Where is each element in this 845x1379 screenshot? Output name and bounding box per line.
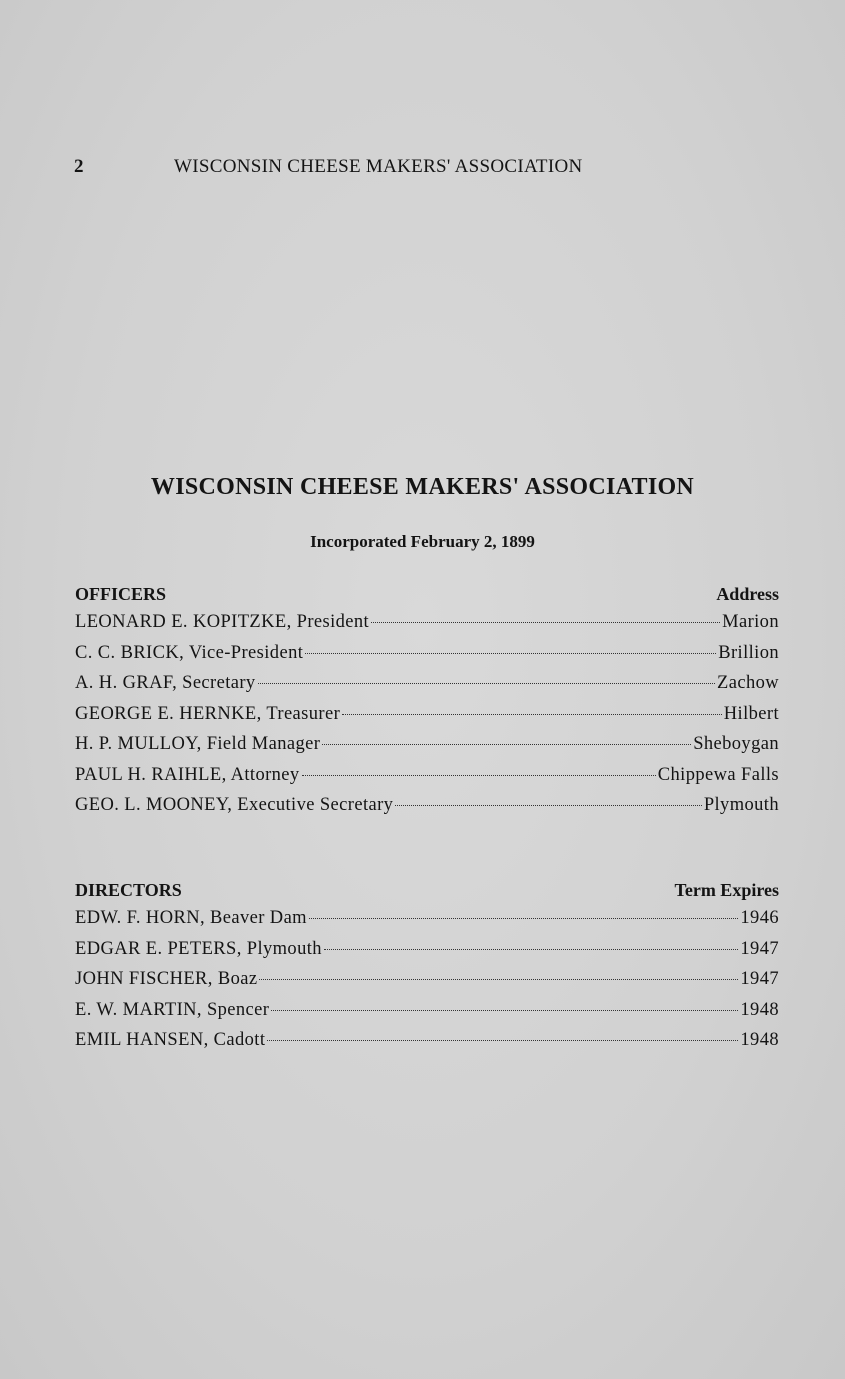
directors-header — [75, 880, 779, 908]
director-row — [75, 1000, 779, 1031]
dot-leader — [305, 653, 716, 654]
dot-leader — [267, 1040, 738, 1041]
officer-name: GEO. L. MOONEY, Executive Secretary — [75, 795, 394, 815]
officer-name: H. P. MULLOY, Field Manager — [75, 734, 321, 754]
dot-leader — [309, 918, 738, 919]
page-title: WISCONSIN CHEESE MAKERS' ASSOCIATION — [150, 474, 695, 500]
incorporation-line: Incorporated February 2, 1899 — [310, 532, 535, 551]
officer-row — [75, 734, 779, 765]
officers-list — [75, 612, 779, 826]
officer-row — [75, 612, 779, 643]
officer-name: LEONARD E. KOPITZKE, President — [75, 612, 370, 632]
officer-address: Zachow — [717, 673, 779, 693]
term-expires-year: 1946 — [740, 908, 779, 928]
director-name: EDW. F. HORN, Beaver Dam — [75, 908, 307, 928]
officer-row — [75, 704, 779, 735]
officer-name: C. C. BRICK, Vice-President — [75, 642, 304, 663]
director-name: E. W. MARTIN, Spencer — [75, 999, 270, 1020]
page-number: 2 — [74, 156, 84, 177]
dot-leader — [302, 775, 656, 776]
officer-address: Chippewa Falls — [657, 764, 779, 785]
term-expires-year: 1948 — [740, 1030, 779, 1050]
officers-section — [75, 584, 779, 826]
term-expires-year: 1948 — [740, 999, 779, 1020]
director-row — [75, 1030, 779, 1061]
term-expires-year: 1947 — [740, 969, 779, 989]
dot-leader — [395, 805, 702, 806]
director-name: EMIL HANSEN, Cadott — [75, 1030, 266, 1050]
directors-list — [75, 908, 779, 1061]
officer-address: Marion — [722, 612, 779, 632]
dot-leader — [258, 683, 715, 684]
officer-row — [75, 643, 779, 674]
officer-address: Hilbert — [723, 703, 779, 724]
officers-heading: OFFICERS — [75, 584, 167, 604]
dot-leader — [322, 744, 691, 745]
director-name: JOHN FISCHER, Boaz — [75, 969, 258, 989]
officer-address: Plymouth — [703, 795, 779, 815]
director-row — [75, 908, 779, 939]
officer-row — [75, 673, 779, 704]
director-row — [75, 939, 779, 970]
dot-leader — [371, 622, 720, 623]
dot-leader — [259, 979, 738, 980]
dot-leader — [271, 1010, 738, 1011]
officers-header — [75, 584, 779, 612]
directors-section — [75, 880, 779, 1061]
term-expires-year: 1947 — [740, 938, 779, 959]
officer-name: PAUL H. RAIHLE, Attorney — [75, 764, 300, 785]
directors-heading: DIRECTORS — [75, 880, 182, 900]
officer-address: Brillion — [718, 642, 779, 663]
officer-row — [75, 765, 779, 796]
officer-address: Sheboygan — [693, 734, 779, 754]
director-name: EDGAR E. PETERS, Plymouth — [75, 938, 322, 959]
dot-leader — [342, 714, 722, 715]
term-expires-heading: Term Expires — [674, 880, 779, 900]
officer-name: GEORGE E. HERNKE, Treasurer — [75, 703, 341, 724]
running-head — [74, 156, 714, 178]
director-row — [75, 969, 779, 1000]
officer-row — [75, 795, 779, 826]
running-head-title: WISCONSIN CHEESE MAKERS' ASSOCIATION — [174, 156, 583, 177]
address-heading: Address — [716, 584, 779, 604]
officer-name: A. H. GRAF, Secretary — [75, 673, 256, 693]
dot-leader — [324, 949, 738, 950]
